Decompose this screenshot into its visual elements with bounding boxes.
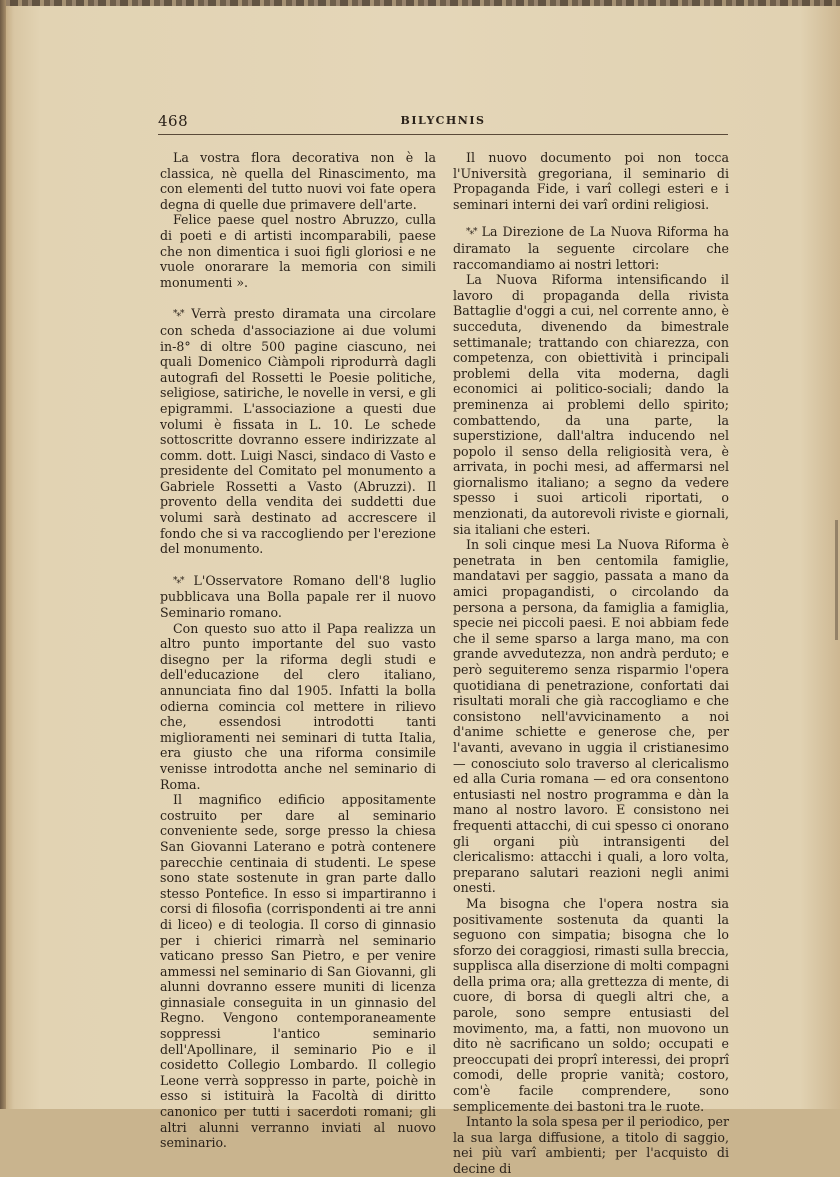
asterism-icon: *⁎* [173,309,184,320]
left-column [160,150,436,1151]
running-title: BILYCHNIS [400,114,486,127]
paragraph [453,224,729,272]
page-top-edge [0,0,840,6]
asterism-icon: *⁎* [466,227,477,238]
right-column [453,150,729,1177]
paragraph-text: La Direzione de La Nuova Riforma ha diramato la seguente circolare che raccomandiamo ai nostri lettori: [453,224,729,272]
paragraph: Il nuovo documento poi non tocca l'Università gregoriana, il seminario di Propaganda Fide, i varî collegi esteri e i seminari interni dei varî ordini religiosi. [453,150,729,212]
paragraph-text: Verrà presto diramata una circolare con scheda d'associazione ai due volumi in-8° di oltre 500 pagine ciascuno, nei quali Domenico Ciàmpoli riprodurrà dagli autografi del Rossetti le Poesie politiche, seligiose, satiriche, le novelle in versi, e gli epigrammi. L'associazione a questi due volumi è fissata in L. 10. Le schede sottoscritte dovranno essere indirizzate al comm. dott. Luigi Nasci, sindaco di Vasto e presidente del Comitato pel monumento a Gabriele Rossetti a Vasto (Abruzzi). Il provento della vendita dei suddetti due volumi sarà destinato ad accrescere il fondo che si va raccogliendo per l'erezione del monumento. [160,306,436,557]
paragraph: Intanto la sola spesa per il periodico, per la sua larga diffusione, a titolo di saggio, nei più varî ambienti; per l'acquisto di decine di [453,1114,729,1176]
asterism-icon: *⁎* [173,575,184,586]
paragraph: Ma bisogna che l'opera nostra sia positivamente sostenuta da quanti la seguono con simpatia; bisogna che lo sforzo dei coraggiosi, rimasti sulla breccia, supplisca alla diserzione di molti compagni della prima ora; alla grettezza di mente, di cuore, di borsa di quegli altri che, a parole, sono sempre entusiasti del movimento, ma, a fatti, non muovono un dito nè sacrificano un soldo; occupati e preoccupati dei proprî interessi, dei proprî comodi, delle proprie vanità; costoro, com'è facile comprendere, sono semplicemente dei bastoni tra le ruote. [453,895,729,1114]
paragraph: La vostra flora decorativa non è la classica, nè quella del Rinascimento, ma con elementi del tutto nuovi voi fate opera degna di quelle due primavere dell'arte. [160,150,436,212]
page-edge-mark [835,520,838,640]
paragraph: Felice paese quel nostro Abruzzo, culla di poeti e di artisti incomparabili, paese che non dimentica i suoi figli gloriosi e ne vuole onorarare la memoria con simili monumenti ». [160,212,436,290]
paragraph: Con questo suo atto il Papa realizza un altro punto importante del suo vasto disegno per la riforma degli studi e dell'educazione del clero italiano, annunciata fino dal 1905. Infatti la bolla odierna comincia col mettere in rilievo che, essendosi introdotti tanti miglioramenti nei seminari di tutta Italia, era giusto che una riforma consimile venisse introdotta anche nel seminario di Roma. [160,620,436,792]
page-binding-edge [0,0,6,1109]
paragraph: Il magnifico edificio appositamente costruito per dare al seminario conveniente sede, sorge presso la chiesa San Giovanni Laterano e potrà contenere parecchie centinaia di studenti. Le spese sono state sostenute in gran parte dallo stesso Pontefice. In esso si impartiranno i corsi di filosofia (corrispondenti ai tre anni di liceo) e di teologia. Il corso di ginnasio per i chierici rimarrà nel seminario vaticano presso San Pietro, e per venire ammessi nel seminario di San Giovanni, gli alunni dovranno essere muniti di licenza ginnasiale conseguita in un ginnasio del Regno. Vengono contemporaneamente soppressi l'antico seminario dell'Apollinare, il seminario Pio e il cosidetto Collegio Lombardo. Il collegio Leone verrà soppresso in parte, poichè in esso si istituirà la Facoltà di diritto canonico per tutti i sacerdoti romani; gli altri alunni verranno inviati al nuovo seminario. [160,792,436,1151]
paragraph: In soli cinque mesi La Nuova Riforma è penetrata in ben centomila famiglie, mandatavi per saggio, passata a mano da amici propagandisti, o circolando da persona a persona, da famiglia a famiglia, specie nei piccoli paesi. E noi abbiam fede che il seme sparso a larga mano, ma con grande avvedutezza, non andrà perduto; e però seguiteremo senza risparmio l'opera quotidiana di penetrazione, confortati dai risultati morali che già raccogliamo e che consistono nell'avvicinamento a noi d'anime schiette e generose che, per l'avanti, avevano in uggia il cristianesimo — conosciuto solo traverso al clericalismo ed alla Curia romana — ed ora consentono entusiasti nel nostro programma e dàn la mano al nostro lavoro. E consistono nei frequenti attacchi, di cui spesso ci onorano gli organi più intransigenti del clericalismo: attacchi i quali, a loro volta, preparano salutari reazioni negli animi onesti. [453,537,729,896]
paragraph-text: L'Osservatore Romano dell'8 luglio pubblicava una Bolla papale rer il nuovo Seminario romano. [160,572,436,621]
page-number: 468 [158,112,189,130]
paragraph: La Nuova Riforma intensificando il lavoro di propaganda della rivista Battaglie d'oggi a cui, nel corrente anno, è succeduta, divenendo da bimestrale settimanale; trattando con chiarezza, con competenza, con obiettività i principali problemi della vita moderna, dagli economici ai politico-sociali; dando la preminenza ai problemi dello spirito; combattendo, da una parte, la superstizione, dall'altra inducendo nel popolo il senso della religiosità vera, è arrivata, in pochi mesi, ad affermarsi nel giornalismo italiano; a segno da vedere spesso i suoi articoli riportati, o menzionati, da autorevoli riviste e giornali, sia italiani che esteri. [453,272,729,537]
header-rule [158,134,728,135]
page-header [158,112,728,136]
paragraph [160,573,436,621]
paragraph [160,306,436,557]
